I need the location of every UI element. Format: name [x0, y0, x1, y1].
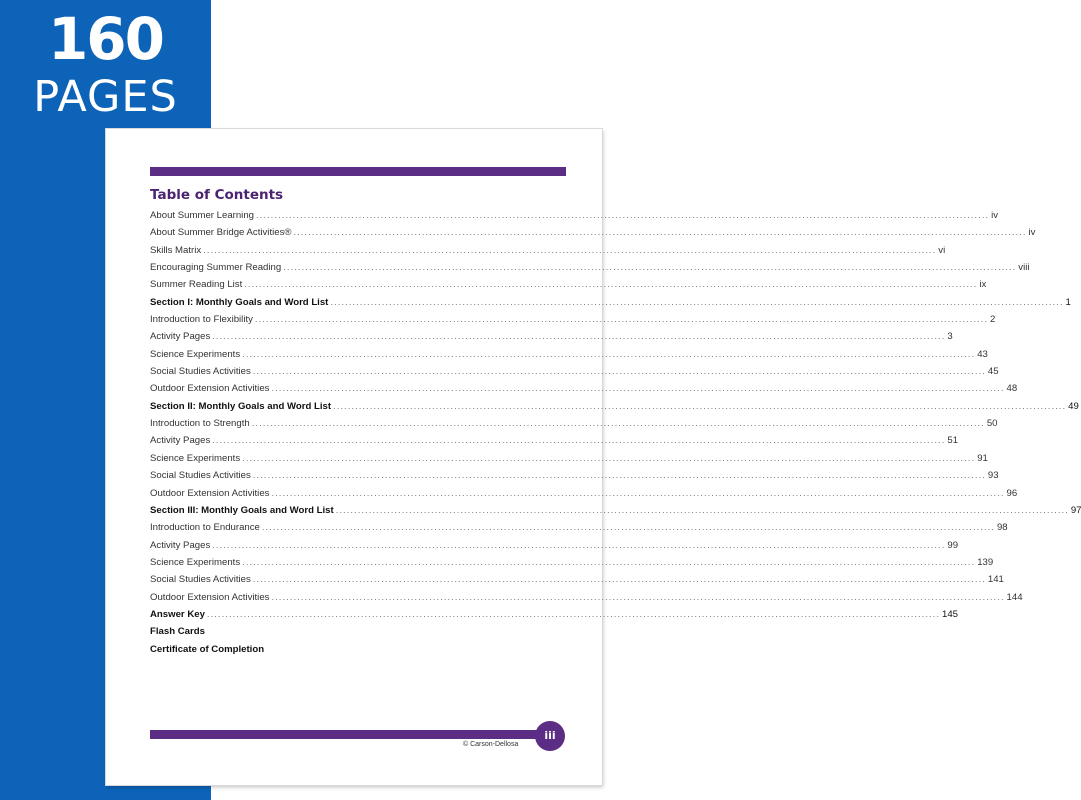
toc-entry-page: 45 [987, 366, 999, 378]
toc-entry-page: 2 [990, 314, 996, 326]
toc-entry-page: 91 [977, 452, 988, 464]
toc-entry-label: Activity Pages [150, 435, 211, 447]
toc-entry [150, 418, 998, 435]
toc-entry-label: About Summer Learning [150, 210, 254, 221]
toc-entry [150, 331, 953, 348]
toc-entry [150, 296, 1071, 314]
toc-entry-label: Outdoor Extension Activities [150, 487, 270, 499]
book-page [106, 129, 1081, 785]
toc-entry [150, 556, 994, 574]
toc-entry [150, 522, 1008, 539]
toc-leader-dots: ........................................................................................................................................................................................................ [212, 539, 946, 551]
toc-entry [150, 470, 999, 487]
toc-leader-dots: ........................................................................................................................................................................................................ [271, 487, 1005, 499]
toc-leader-dots: ........................................................................................................................................................................................................ [330, 296, 1064, 308]
toc-entry-label: Skills Matrix [150, 244, 202, 256]
toc-entry-label: Science Experiments [150, 452, 241, 464]
toc-leader-dots: ........................................................................................................................................................................................................ [333, 400, 1067, 412]
toc-entry-page: 3 [947, 331, 953, 343]
toc-leader-dots: ........................................................................................................................................................................................................ [242, 556, 976, 568]
toc-leader-dots: ........................................................................................................................................................................................................ [251, 418, 985, 430]
top-purple-rule [150, 167, 566, 176]
toc-entry [150, 314, 996, 331]
page-number-badge: iii [535, 721, 565, 751]
toc-entry-page: 93 [987, 470, 999, 482]
toc-entry-label: Science Experiments [150, 556, 241, 568]
toc-entry-page: 98 [996, 522, 1008, 534]
toc-entry-page: 145 [942, 608, 959, 620]
toc-entry-label: Section III: Monthly Goals and Word List [150, 504, 334, 516]
toc-entry [150, 262, 1030, 279]
toc-entry [150, 244, 946, 262]
toc-entry-label: Certificate of Completion [150, 643, 265, 655]
toc-leader-dots: ........................................................................................................................................................................................................ [242, 452, 976, 464]
page-count-word: PAGES [33, 72, 178, 122]
toc-entry-label: Section II: Monthly Goals and Word List [150, 400, 332, 412]
toc-entry-label: Outdoor Extension Activities [150, 591, 270, 603]
toc-list [150, 210, 1081, 661]
toc-entry-label: Introduction to Endurance [150, 522, 260, 534]
toc-entry-page: 51 [947, 435, 959, 447]
toc-leader-dots: ........................................................................................................................................................................................................ [271, 591, 1005, 603]
toc-entry-label: About Summer Bridge Activities® [150, 227, 292, 239]
toc-leader-dots: ........................................................................................................................................................................................................ [283, 262, 1017, 274]
toc-leader-dots: ........................................................................................................................................................................................................ [254, 314, 989, 326]
toc-entry [150, 435, 959, 452]
toc-entry-label: Activity Pages [150, 331, 211, 343]
toc-entry-page: ix [979, 279, 987, 291]
toc-entry-label: Science Experiments [150, 348, 241, 360]
toc-leader-dots: ........................................................................................................................................................................................................ [261, 522, 995, 534]
toc-entry-label: Answer Key [150, 608, 205, 620]
toc-entry-label: Encouraging Summer Reading [150, 262, 282, 274]
toc-leader-dots: ........................................................................................................................................................................................................ [293, 227, 1027, 239]
copyright-text: © Carson-Dellosa [463, 741, 519, 748]
toc-entry-page: 139 [977, 556, 994, 568]
toc-entry [150, 539, 959, 557]
toc-leader-dots: ........................................................................................................................................................................................................ [212, 435, 946, 447]
toc-entry [150, 574, 1004, 591]
toc-entry [150, 608, 959, 626]
toc-entry-page: 99 [947, 539, 959, 551]
toc-entry-label: Introduction to Flexibility [150, 314, 253, 326]
toc-entry [150, 452, 988, 470]
toc-entry-page: 97 [1070, 504, 1081, 516]
toc-entry-label: Introduction to Strength [150, 418, 250, 430]
toc-entry-label: Social Studies Activities [150, 366, 251, 378]
toc-entry-label: Outdoor Extension Activities [150, 383, 270, 395]
toc-leader-dots: ........................................................................................................................................................................................................ [335, 504, 1069, 516]
toc-entry-label: Summer Reading List [150, 279, 243, 291]
toc-entry-page: iv [1028, 227, 1036, 239]
toc-entry-page: iv [991, 210, 999, 221]
toc-entry [150, 644, 568, 661]
toc-entry-label: Social Studies Activities [150, 470, 251, 482]
toc-leader-dots: ........................................................................................................................................................................................................ [203, 244, 937, 256]
toc-entry [150, 504, 1081, 522]
toc-entry-label: Flash Cards [150, 626, 205, 638]
toc-entry [150, 279, 987, 296]
toc-entry-label: Activity Pages [150, 539, 211, 551]
toc-entry [150, 227, 1036, 244]
page-count-number: 160 [47, 5, 164, 73]
toc-leader-dots: ........................................................................................................................................................................................................ [244, 279, 978, 291]
toc-entry-page: 49 [1068, 400, 1079, 412]
toc-leader-dots: ........................................................................................................................................................................................................ [242, 348, 976, 360]
toc-leader-dots: ........................................................................................................................................................................................................ [206, 608, 941, 620]
toc-leader-dots: ........................................................................................................................................................................................................ [212, 331, 946, 343]
toc-entry [150, 487, 1018, 505]
bottom-purple-rule [150, 730, 546, 739]
toc-leader-dots: ........................................................................................................................................................................................................ [252, 366, 986, 378]
toc-entry-page: 141 [987, 574, 1004, 586]
toc-leader-dots: ........................................................................................................................................................................................................ [256, 210, 990, 221]
toc-leader-dots: ........................................................................................................................................................................................................ [252, 470, 986, 482]
toc-leader-dots: ........................................................................................................................................................................................................ [271, 383, 1005, 395]
page-count-badge [0, 0, 211, 120]
toc-entry-page: 50 [986, 418, 998, 430]
toc-entry-page: 43 [977, 348, 988, 360]
toc-entry [150, 626, 568, 643]
toc-entry [150, 366, 999, 383]
toc-leader-dots: ........................................................................................................................................................................................................ [252, 574, 986, 586]
toc-entry-page: 144 [1006, 591, 1023, 603]
toc-entry-page: 96 [1006, 487, 1018, 499]
toc-entry-page: 1 [1065, 296, 1071, 308]
toc-entry [150, 400, 1079, 418]
toc-entry-page: viii [1018, 262, 1030, 274]
toc-entry-page: vi [938, 244, 946, 256]
toc-entry-label: Section I: Monthly Goals and Word List [150, 296, 329, 308]
toc-title: Table of Contents [150, 187, 284, 203]
toc-entry [150, 348, 988, 366]
toc-entry [150, 591, 1023, 609]
toc-entry-page: 48 [1006, 383, 1018, 395]
toc-entry-label: Social Studies Activities [150, 574, 251, 586]
toc-entry [150, 383, 1018, 400]
toc-entry [150, 210, 999, 227]
